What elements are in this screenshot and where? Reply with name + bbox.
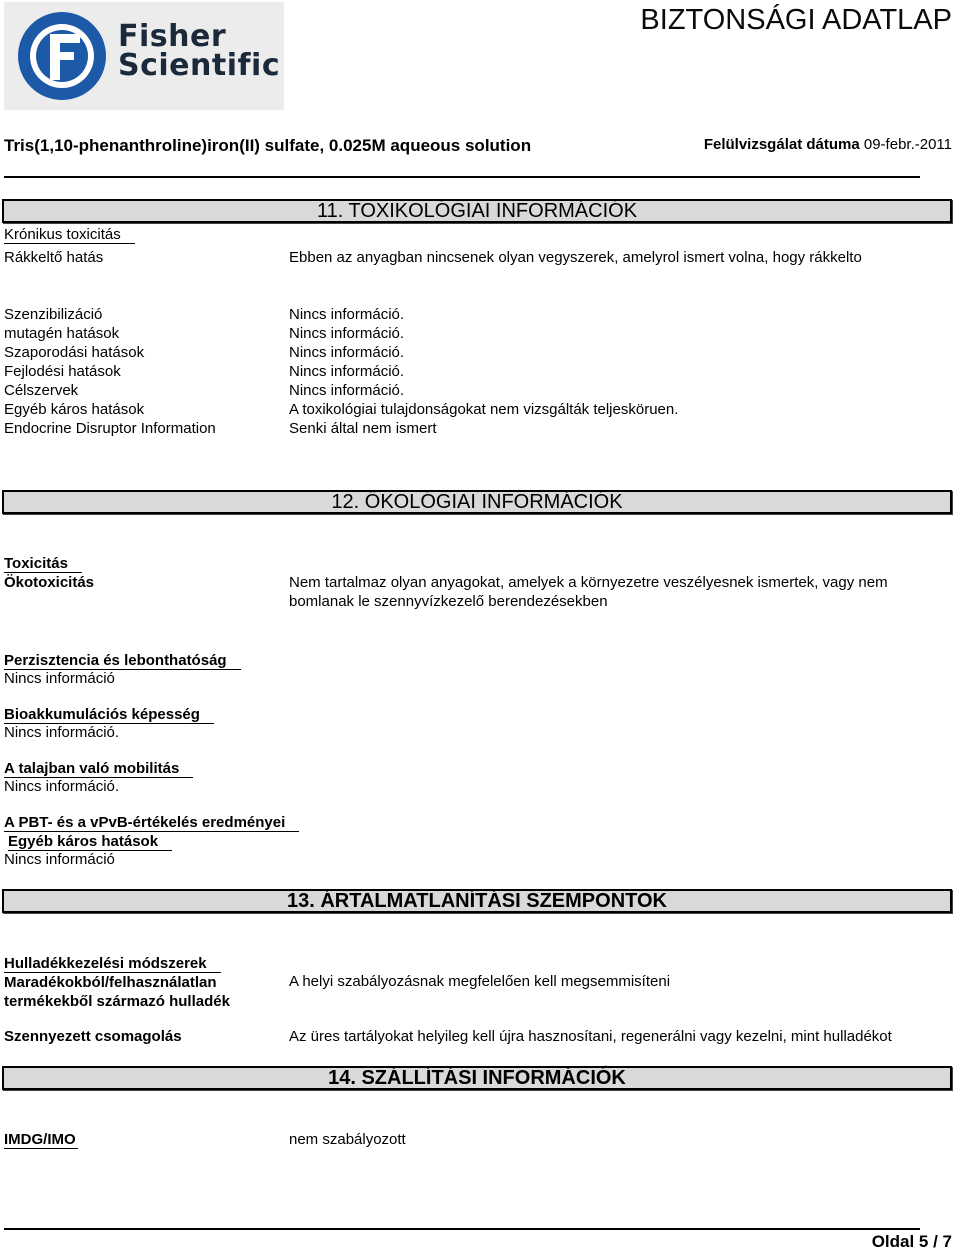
- tox-row-label: Fejlodési hatások: [4, 363, 121, 380]
- ecotoxicity-value-line: bomlanak le szennyvízkezelő berendezésekben: [289, 593, 608, 610]
- tox-row-label: Szenzibilizáció: [4, 306, 103, 323]
- soil-mobility-value: Nincs információ.: [4, 778, 120, 795]
- bioaccumulation-label: Bioakkumulációs képesség: [4, 706, 214, 724]
- carcinogen-value: Ebben az anyagban nincsenek olyan vegyszerek, amelyrol ismert volna, hogy rákkelto: [289, 249, 862, 266]
- tox-row-label: Egyéb káros hatások: [4, 401, 145, 418]
- tox-row-value: Nincs információ.: [289, 306, 405, 323]
- header-divider: [4, 176, 920, 178]
- tox-row-label: Célszervek: [4, 382, 79, 399]
- section-11-heading: 11. TOXIKOLÓGIAI INFORMÁCIÓK: [2, 199, 952, 223]
- ecotoxicity-label: Ökotoxicitás: [4, 574, 95, 591]
- logo-word-1: Fisher: [118, 19, 227, 54]
- carcinogen-label: Rákkeltő hatás: [4, 249, 104, 266]
- residue-waste-value: A helyi szabályozásnak megfelelően kell megsemmisíteni: [289, 973, 671, 990]
- section-13-heading: 13. ÁRTALMATLANÍTÁSI SZEMPONTOK: [2, 889, 952, 913]
- tox-row-value: Senki által nem ismert: [289, 420, 437, 437]
- ecotoxicity-value-line: Nem tartalmaz olyan anyagokat, amelyek a környezetre veszélyesnek ismertek, vagy nem: [289, 574, 888, 591]
- other-effects-value: Nincs információ: [4, 851, 115, 868]
- logo-word-2: Scientific: [118, 48, 281, 83]
- tox-row-value: Nincs információ.: [289, 382, 405, 399]
- page-number: Oldal 5 / 7: [871, 1232, 952, 1251]
- packaging-label: Szennyezett csomagolás: [4, 1028, 182, 1045]
- tox-row-label: Szaporodási hatások: [4, 344, 145, 361]
- chronic-toxicity-label: Krónikus toxicitás: [4, 226, 135, 244]
- toxicity-label: Toxicitás: [4, 555, 82, 573]
- other-effects-label: Egyéb káros hatások: [8, 833, 172, 851]
- fisher-scientific-logo: [4, 2, 284, 110]
- tox-row-label: mutagén hatások: [4, 325, 120, 342]
- residue-waste-label-line: Maradékokból/felhasználatlan: [4, 974, 217, 991]
- footer-divider: [4, 1228, 920, 1230]
- tox-row-value: Nincs információ.: [289, 363, 405, 380]
- document-title: BIZTONSÁGI ADATLAP: [640, 4, 952, 36]
- persistence-value: Nincs információ: [4, 670, 115, 687]
- pbt-assessment-label: A PBT- és a vPvB-értékelés eredményei: [4, 814, 299, 832]
- persistence-label: Perzisztencia és lebonthatóság: [4, 652, 241, 670]
- tox-row-value: Nincs információ.: [289, 344, 405, 361]
- residue-waste-label-line: termékekből származó hulladék: [4, 993, 230, 1010]
- soil-mobility-label: A talajban való mobilitás: [4, 760, 193, 778]
- packaging-value: Az üres tartályokat helyileg kell újra hasznosítani, regenerálni vagy kezelni, mint hulladékot: [289, 1028, 892, 1045]
- revision-value: 09-febr.-2011: [863, 136, 952, 153]
- section-12-heading: 12. ÖKOLÓGIAI INFORMÁCIÓK: [2, 490, 952, 514]
- imdg-value: nem szabályozott: [289, 1131, 406, 1148]
- tox-row-value: Nincs információ.: [289, 325, 405, 342]
- bioaccumulation-value: Nincs információ.: [4, 724, 120, 741]
- toxicology-values: [289, 305, 678, 438]
- product-name: Tris(1,10-phenanthroline)iron(II) sulfate, 0.025M aqueous solution: [4, 136, 532, 155]
- revision-label: Felülvizsgálat dátuma: [703, 136, 860, 153]
- disposal-methods-label: Hulladékkezelési módszerek: [4, 955, 221, 973]
- section-14-heading: 14. SZÁLLÍTÁSI INFORMÁCIÓK: [2, 1066, 952, 1090]
- ecotoxicity-value: [289, 573, 888, 611]
- tox-row-label: Endocrine Disruptor Information: [4, 420, 216, 437]
- revision-date: [704, 136, 952, 153]
- residue-waste-label: [4, 973, 230, 1011]
- imdg-label: IMDG/IMO: [4, 1131, 76, 1148]
- tox-row-value: A toxikológiai tulajdonságokat nem vizsgálták teljesköruen.: [289, 401, 679, 418]
- fisher-logo-icon: [14, 8, 110, 104]
- toxicology-labels: [4, 305, 216, 438]
